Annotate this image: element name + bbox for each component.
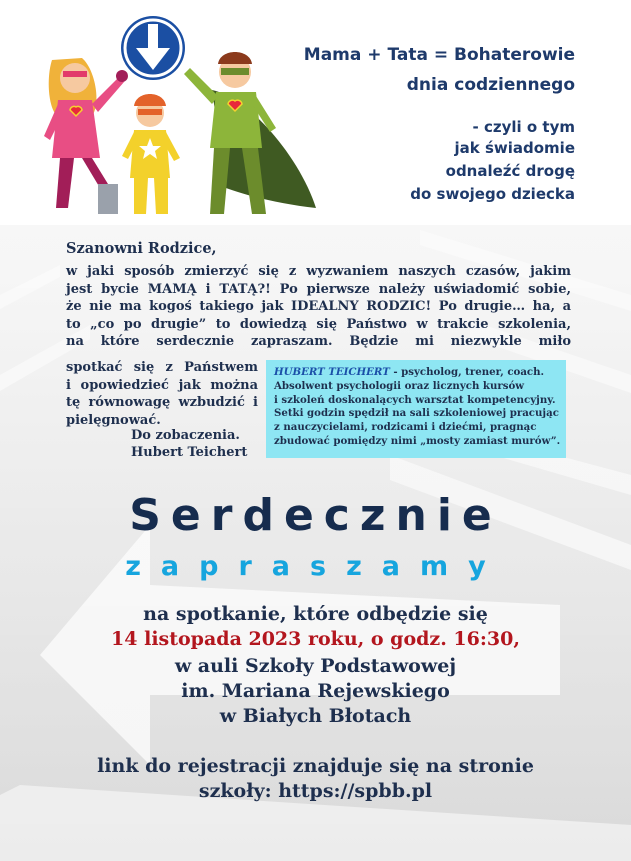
letter-paragraph — [66, 263, 571, 351]
letter-line: pielęgnować. — [66, 412, 161, 428]
headline-zapraszamy: zapraszamy — [125, 551, 506, 582]
speaker-bio-text: Absolwent psychologii oraz licznych kursów — [274, 379, 525, 392]
headline-serdecznie: Serdecznie — [129, 490, 502, 541]
letter-line: spotkać się z Państwem — [66, 360, 258, 375]
letter-line: i opowiedzieć jak można — [66, 377, 258, 393]
event-intro: na spotkanie, które odbędzie się — [143, 603, 488, 625]
child-hero-icon — [122, 94, 180, 214]
registration-link[interactable]: szkoły: https://spbb.pl — [198, 780, 433, 802]
letter-line: że nie ma kogoś takiego jak IDEALNY RODZIC! Po drugie… ha, a — [66, 299, 571, 314]
speaker-bio-text: zbudować pomiędzy nimi „mosty zamiast murów”. — [274, 434, 561, 447]
header-subtitle-line4: do swojego dziecka — [410, 185, 575, 203]
letter-line: jest bycie MAMĄ i TATĄ?! Po pierwsze należy uświadomić sobie, — [66, 281, 571, 297]
speaker-bio-text: i szkoleń doskonalących warsztat kompetencyjny. — [274, 393, 556, 406]
event-venue-line3: w Białych Błotach — [219, 705, 412, 727]
speaker-name: HUBERT TEICHERT — [274, 366, 390, 378]
letter-line: na które serdecznie zapraszam. Będzie mi niezwykle miło — [66, 334, 571, 349]
mom-hero-icon — [44, 58, 128, 214]
speaker-bio-box — [266, 360, 566, 458]
letter-line: tę równowagę wzbudzić i — [66, 395, 258, 410]
header-title-line1: Mama + Tata = Bohaterowie — [303, 45, 575, 65]
header-title-line2: dnia codziennego — [406, 75, 575, 95]
header-area — [0, 0, 631, 225]
letter-salutation: Szanowni Rodzice, — [66, 240, 217, 257]
letter-left-column — [66, 359, 258, 429]
dad-hero-icon — [184, 52, 316, 214]
letter-signature: Hubert Teichert — [131, 445, 248, 460]
event-date: 14 listopada 2023 roku, o godz. 16:30, — [111, 628, 520, 650]
speaker-bio-text: Setki godzin spędził na sali szkoleniowej pracując — [274, 407, 559, 420]
down-arrow-sign-icon — [121, 16, 185, 80]
header-subtitle-line1: - czyli o tym — [472, 118, 575, 136]
header-subtitle-line2: jak świadomie — [454, 139, 575, 157]
event-venue-line2: im. Mariana Rejewskiego — [181, 680, 450, 702]
registration-info: link do rejestracji znajduje się na stronie — [97, 755, 534, 777]
header-subtitle-line3: odnaleźć drogę — [445, 162, 575, 180]
speaker-bio-text: - psycholog, trener, coach. — [389, 366, 545, 378]
superhero-family-illustration — [30, 8, 330, 220]
letter-line: w jaki sposób zmierzyć się z wyzwaniem naszych czasów, jakim — [66, 264, 571, 279]
event-venue-line1: w auli Szkoły Podstawowej — [174, 655, 457, 677]
letter-closing: Do zobaczenia. — [131, 428, 240, 443]
letter-line: to „co po drugie” to dowiedzą się Państwo w trakcie szkolenia, — [66, 316, 571, 332]
speaker-bio-text: z nauczycielami, rodzicami i dziećmi, pragnąc — [274, 421, 537, 434]
